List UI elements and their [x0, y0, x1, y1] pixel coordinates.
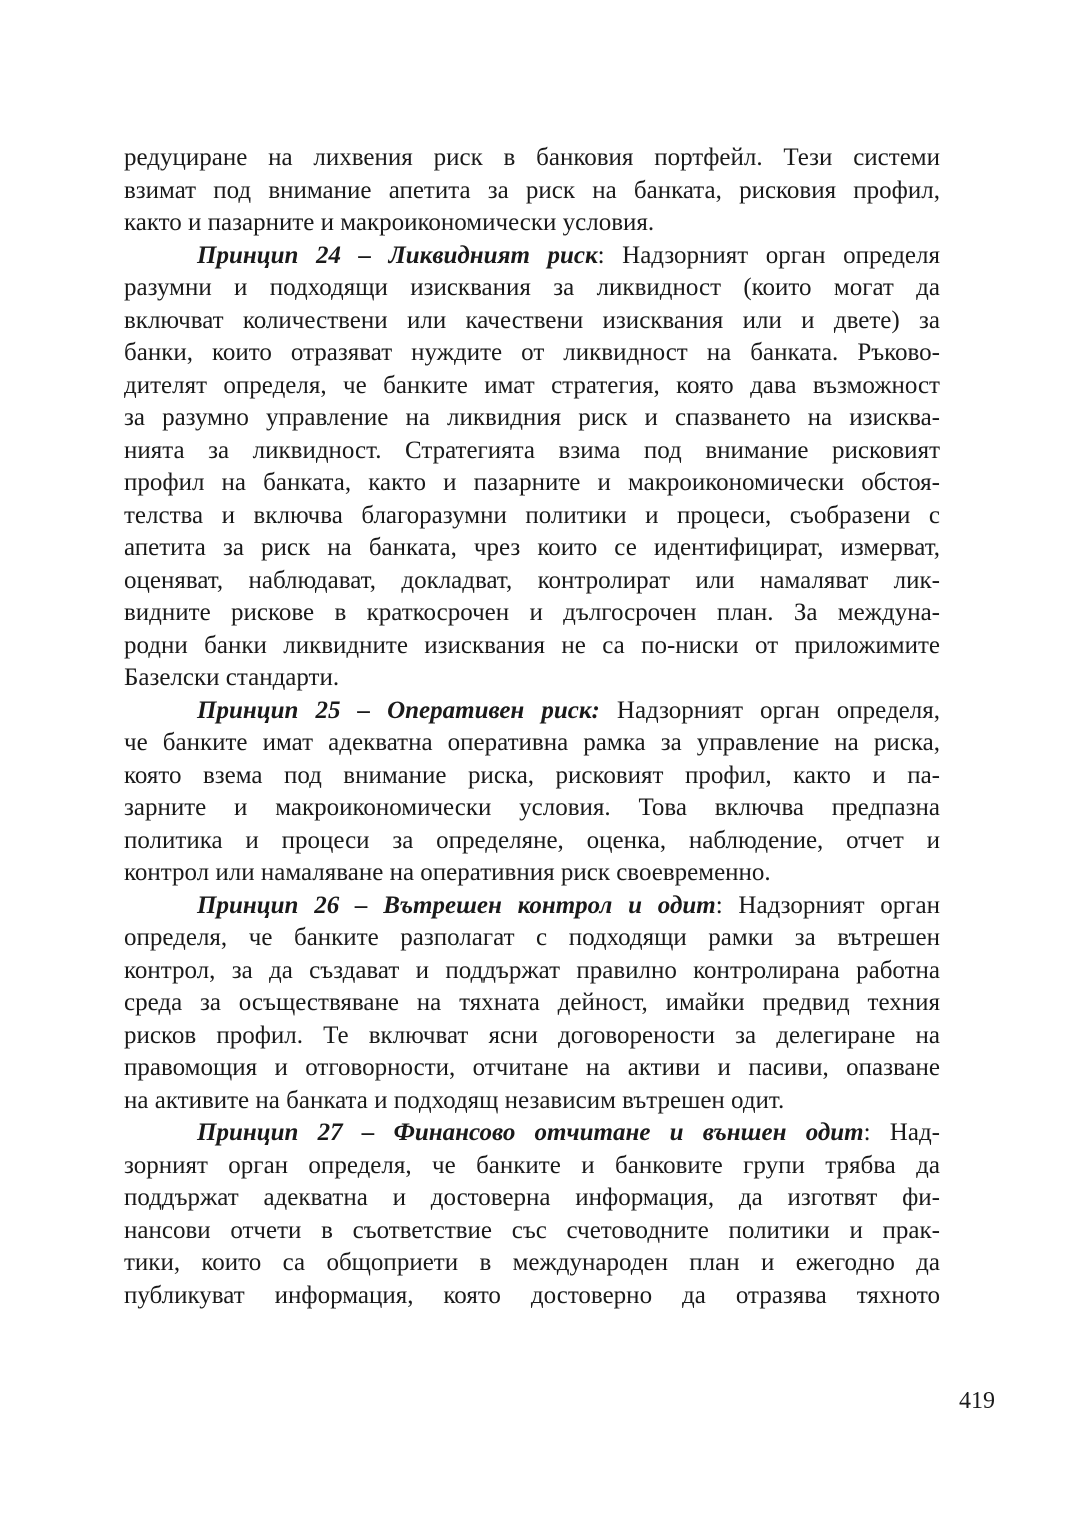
text-line: че банките имат адекватна оперативна рамка за управление на риска, [124, 729, 940, 756]
text-line: включват количествени или качествени изисквания или и двете) за [124, 306, 940, 334]
text-line: зарните и макроикономически условия. Това включва предпазна [124, 794, 940, 821]
paragraph-principle-25 [124, 695, 940, 890]
text-line: определя, че банките разполагат с подходящи рамки за вътрешен [124, 924, 940, 951]
text-line: апетита за риск на банката, чрез които се идентифицират, измерват, [124, 534, 940, 561]
principle-heading: Принцип 25 – Оперативен риск: [197, 696, 600, 724]
text-line: която взема под внимание риска, рисковият профил, както и па- [124, 761, 940, 789]
principle-intro: Надзорният орган определя, [599, 696, 940, 724]
text-line: профил на банката, както и пазарните и макроикономически обстоя- [124, 469, 940, 496]
text-line: взимат под внимание апетита за риск на банката, рисковия профил, [124, 176, 940, 204]
paragraph [124, 142, 940, 240]
text-line: видните рискове в краткосрочен и дългосрочен план. За междуна- [124, 599, 940, 626]
text-line: тики, които са общоприети в международен план и ежегодно да [124, 1249, 940, 1276]
principle-intro: : Надзорният орган [715, 891, 940, 919]
text-line: родни банки ликвидните изисквания не са по-ниски от приложимите [124, 631, 940, 659]
paragraph-principle-26 [124, 890, 940, 1118]
paragraph-principle-27 [124, 1117, 940, 1312]
text-line: контрол или намаляване на оперативния риск своевременно. [124, 859, 771, 886]
text-line: разумни и подходящи изисквания за ликвидност (които могат да [124, 274, 940, 301]
text-line: както и пазарните и макроикономически условия. [124, 209, 655, 236]
text-line [124, 1117, 940, 1150]
text-line: среда за осъществяване на тяхната дейност, имайки предвид техния [124, 989, 940, 1016]
text-line [124, 890, 940, 923]
text-line: оценяват, наблюдават, докладват, контролират или намаляват лик- [124, 566, 940, 594]
text-line: редуциране на лихвения риск в банковия портфейл. Тези системи [124, 144, 940, 171]
text-line [124, 240, 940, 273]
paragraph-principle-24 [124, 240, 940, 695]
principle-intro: : Надзорният орган определя [597, 241, 940, 269]
text-line: зорният орган определя, че банките и банковите групи трябва да [124, 1151, 940, 1179]
text-line: банки, които отразяват нуждите от ликвидност на банката. Ръково- [124, 339, 940, 366]
page-number: 419 [959, 1388, 995, 1414]
text-line [124, 695, 940, 728]
text-line: за разумно управление на ликвидния риск и спазването на изисква- [124, 404, 940, 431]
text-line: публикуват информация, която достоверно да отразява тяхното [124, 1281, 940, 1309]
text-line: правомощия и отговорности, отчитане на активи и пасиви, опазване [124, 1054, 940, 1081]
text-line: дителят определя, че банките имат стратегия, която дава възможност [124, 371, 940, 399]
text-line: поддържат адекватна и достоверна информация, да изготвят фи- [124, 1184, 940, 1211]
page-body [124, 142, 940, 1312]
text-line: рисков профил. Те включват ясни договорености за делегиране на [124, 1021, 940, 1049]
principle-intro: : Над- [863, 1119, 940, 1146]
text-line: нансови отчети в съответствие със счетоводните политики и прак- [124, 1216, 940, 1244]
text-line: контрол, за да създават и поддържат правилно контролирана работна [124, 956, 940, 984]
text-line: нията за ликвидност. Стратегията взима под внимание рисковият [124, 436, 940, 464]
text-line: Базелски стандарти. [124, 664, 340, 691]
text-line: телства и включва благоразумни политики и процеси, съобразени с [124, 501, 940, 529]
principle-heading: Принцип 26 – Вътрешен контрол и одит [197, 891, 716, 919]
principle-heading: Принцип 27 – Финансово отчитане и външен одит [197, 1119, 864, 1146]
text-line: на активите на банката и подходящ независим вътрешен одит. [124, 1086, 785, 1114]
principle-heading: Принцип 24 – Ликвидният риск [197, 241, 598, 269]
text-line: политика и процеси за определяне, оценка, наблюдение, отчет и [124, 826, 940, 854]
